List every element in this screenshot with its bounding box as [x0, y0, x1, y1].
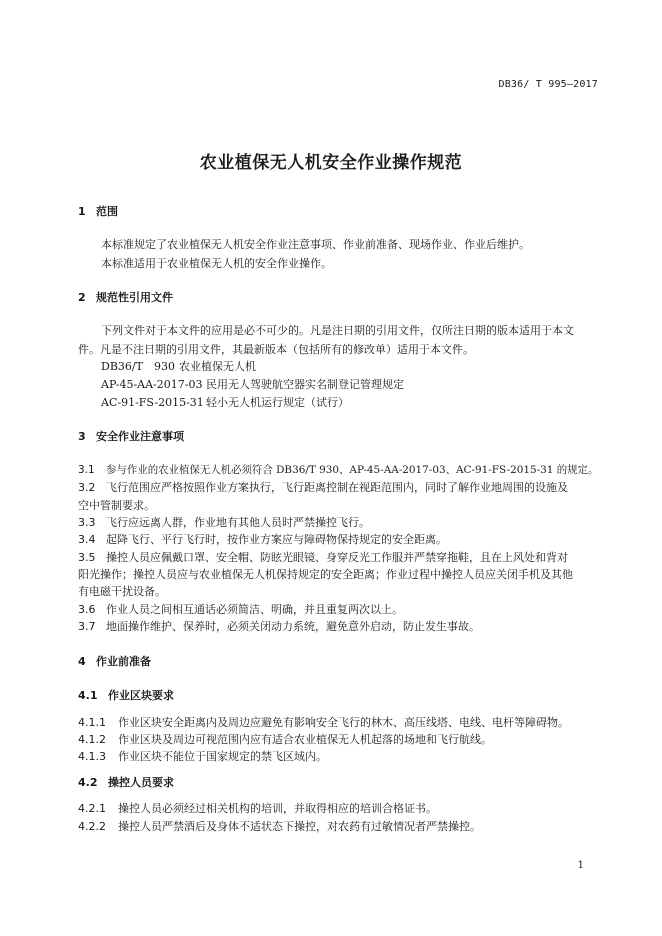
clause-text: 作业人员之间相互通话必须简洁、明确，并且重复两次以上。 — [106, 603, 403, 616]
reference-item — [101, 376, 404, 392]
clause-item — [78, 818, 481, 834]
clause-number: 3.6 — [78, 603, 96, 616]
section-2-heading — [78, 289, 173, 305]
subsection-title: 作业区块要求 — [108, 689, 174, 702]
clause-text-continued: 有电磁干扰设备。 — [78, 585, 166, 598]
clause-text: 操控人员应佩戴口罩、安全帽、防眩光眼镜、身穿反光工作服并严禁穿拖鞋，且在上风处和背对 — [106, 551, 568, 564]
section-number: 2 — [78, 291, 86, 304]
section-number: 1 — [78, 205, 86, 218]
section-title: 安全作业注意事项 — [96, 430, 184, 443]
clause-text: 作业区块安全距离内及周边应避免有影响安全飞行的林木、高压线塔、电线、电杆等障碍物。 — [118, 716, 569, 729]
clause-number: 3.1 — [78, 464, 95, 476]
section-1-paragraph: 本标准适用于农业植保无人机的安全作业操作。 — [101, 257, 332, 270]
section-title: 范围 — [96, 205, 118, 218]
clause-item — [78, 731, 492, 747]
clause-text-continued: 空中管制要求。 — [78, 499, 155, 512]
clause-number: 4.1.1 — [78, 716, 106, 729]
reference-name: 民用无人驾驶航空器实名制登记管理规定 — [206, 378, 404, 391]
clause-number: 3.7 — [78, 620, 96, 633]
section-2-paragraph-line: 件。凡是不注日期的引用文件，其最新版本（包括所有的修改单）适用于本文件。 — [78, 343, 474, 356]
reference-code: AC-91-FS-2015-31 — [101, 396, 204, 409]
clause-text: 操控人员必须经过相关机构的培训，并取得相应的培训合格证书。 — [118, 802, 437, 815]
clause-item — [78, 714, 569, 730]
clause-number: 4.1.3 — [78, 750, 106, 763]
section-2-paragraph-line: 下列文件对于本文件的应用是必不可少的。凡是注日期的引用文件，仅所注日期的版本适用于本文 — [101, 324, 574, 337]
section-number: 4 — [78, 655, 86, 668]
clause-text: 起降飞行、平行飞行时，按作业方案应与障碍物保持规定的安全距离。 — [106, 533, 447, 546]
clause-text: 作业区块及周边可视范围内应有适合农业植保无人机起落的场地和飞行航线。 — [118, 733, 492, 746]
reference-name: 农业植保无人机 — [179, 360, 256, 373]
clause-item — [78, 514, 370, 530]
standard-code: DB36/ T 995—2017 — [498, 79, 598, 90]
clause-number: 4.2.1 — [78, 802, 106, 815]
section-number: 3 — [78, 430, 86, 443]
clause-number: 3.4 — [78, 533, 96, 546]
clause-number: 4.2.2 — [78, 820, 106, 833]
clause-item — [78, 531, 447, 547]
clause-text: 地面操作维护、保养时，必须关闭动力系统，避免意外启动，防止发生事故。 — [106, 620, 480, 633]
section-3-heading — [78, 428, 184, 444]
clause-number: 4.1.2 — [78, 733, 106, 746]
reference-item — [101, 394, 349, 410]
clause-item — [78, 618, 480, 634]
subsection-number: 4.1 — [78, 689, 98, 702]
reference-item — [101, 358, 256, 374]
clause-item — [78, 800, 437, 816]
clause-item — [78, 748, 327, 764]
section-title: 作业前准备 — [96, 655, 151, 668]
subsection-4-2-heading — [78, 774, 174, 790]
clause-number: 3.3 — [78, 516, 96, 529]
reference-name: 轻小无人机运行规定（试行） — [206, 396, 349, 409]
clause-item — [78, 479, 568, 495]
section-4-heading — [78, 653, 151, 669]
subsection-title: 操控人员要求 — [108, 776, 174, 789]
page-number: 1 — [577, 860, 584, 871]
reference-code: AP-45-AA-2017-03 — [101, 378, 203, 391]
clause-item — [78, 601, 403, 617]
document-title: 农业植保无人机安全作业操作规范 — [199, 153, 463, 173]
clause-text: 参与作业的农业植保无人机必须符合 DB36/T 930、AP-45-AA-2017-03、AC-91-FS-2015-31 的规定。 — [106, 464, 599, 476]
clause-text: 飞行应远离人群，作业地有其他人员时严禁操控飞行。 — [106, 516, 370, 529]
subsection-number: 4.2 — [78, 776, 98, 789]
subsection-4-1-heading — [78, 687, 174, 703]
section-1-paragraph: 本标准规定了农业植保无人机安全作业注意事项、作业前准备、现场作业、作业后维护。 — [101, 238, 530, 251]
clause-item — [78, 461, 598, 476]
clause-number: 3.5 — [78, 551, 96, 564]
clause-text-continued: 阳光操作；操控人员应与农业植保无人机保持规定的安全距离；作业过程中操控人员应关闭手机及其他 — [78, 568, 573, 581]
section-1-heading — [78, 203, 118, 219]
clause-item — [78, 549, 568, 565]
clause-text: 飞行范围应严格按照作业方案执行，飞行距离控制在视距范围内，同时了解作业地周围的设施及 — [106, 481, 568, 494]
section-title: 规范性引用文件 — [96, 291, 173, 304]
clause-text: 作业区块不能位于国家规定的禁飞区域内。 — [118, 750, 327, 763]
clause-number: 3.2 — [78, 481, 96, 494]
clause-text: 操控人员严禁酒后及身体不适状态下操控，对农药有过敏情况者严禁操控。 — [118, 820, 481, 833]
reference-code: DB36/T 930 — [101, 360, 175, 373]
